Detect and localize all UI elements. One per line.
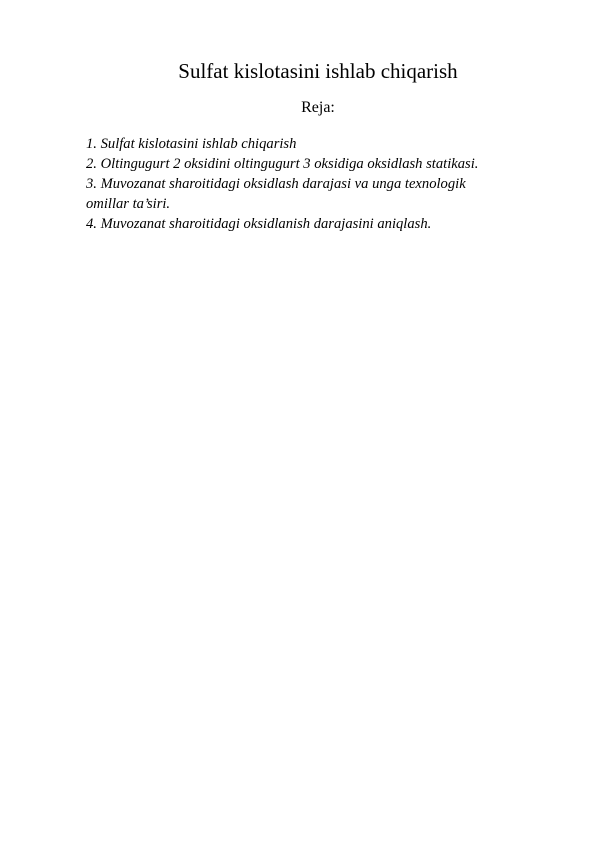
plan-item: 3. Muvozanat sharoitidagi oksidlash darajasi va unga texnologik [86,176,466,192]
document-title: Sulfat kislotasini ishlab chiqarish [178,59,458,83]
plan-item: omillar ta’siri. [86,196,171,212]
document-subtitle: Reja: [301,99,335,116]
plan-item: 2. Oltingugurt 2 oksidini oltingugurt 3 oksidiga oksidlash statikasi. [86,156,479,172]
plan-list [86,134,546,234]
plan-item: 1. Sulfat kislotasini ishlab chiqarish [86,136,297,152]
plan-item: 4. Muvozanat sharoitidagi oksidlanish darajasini aniqlash. [86,216,432,232]
